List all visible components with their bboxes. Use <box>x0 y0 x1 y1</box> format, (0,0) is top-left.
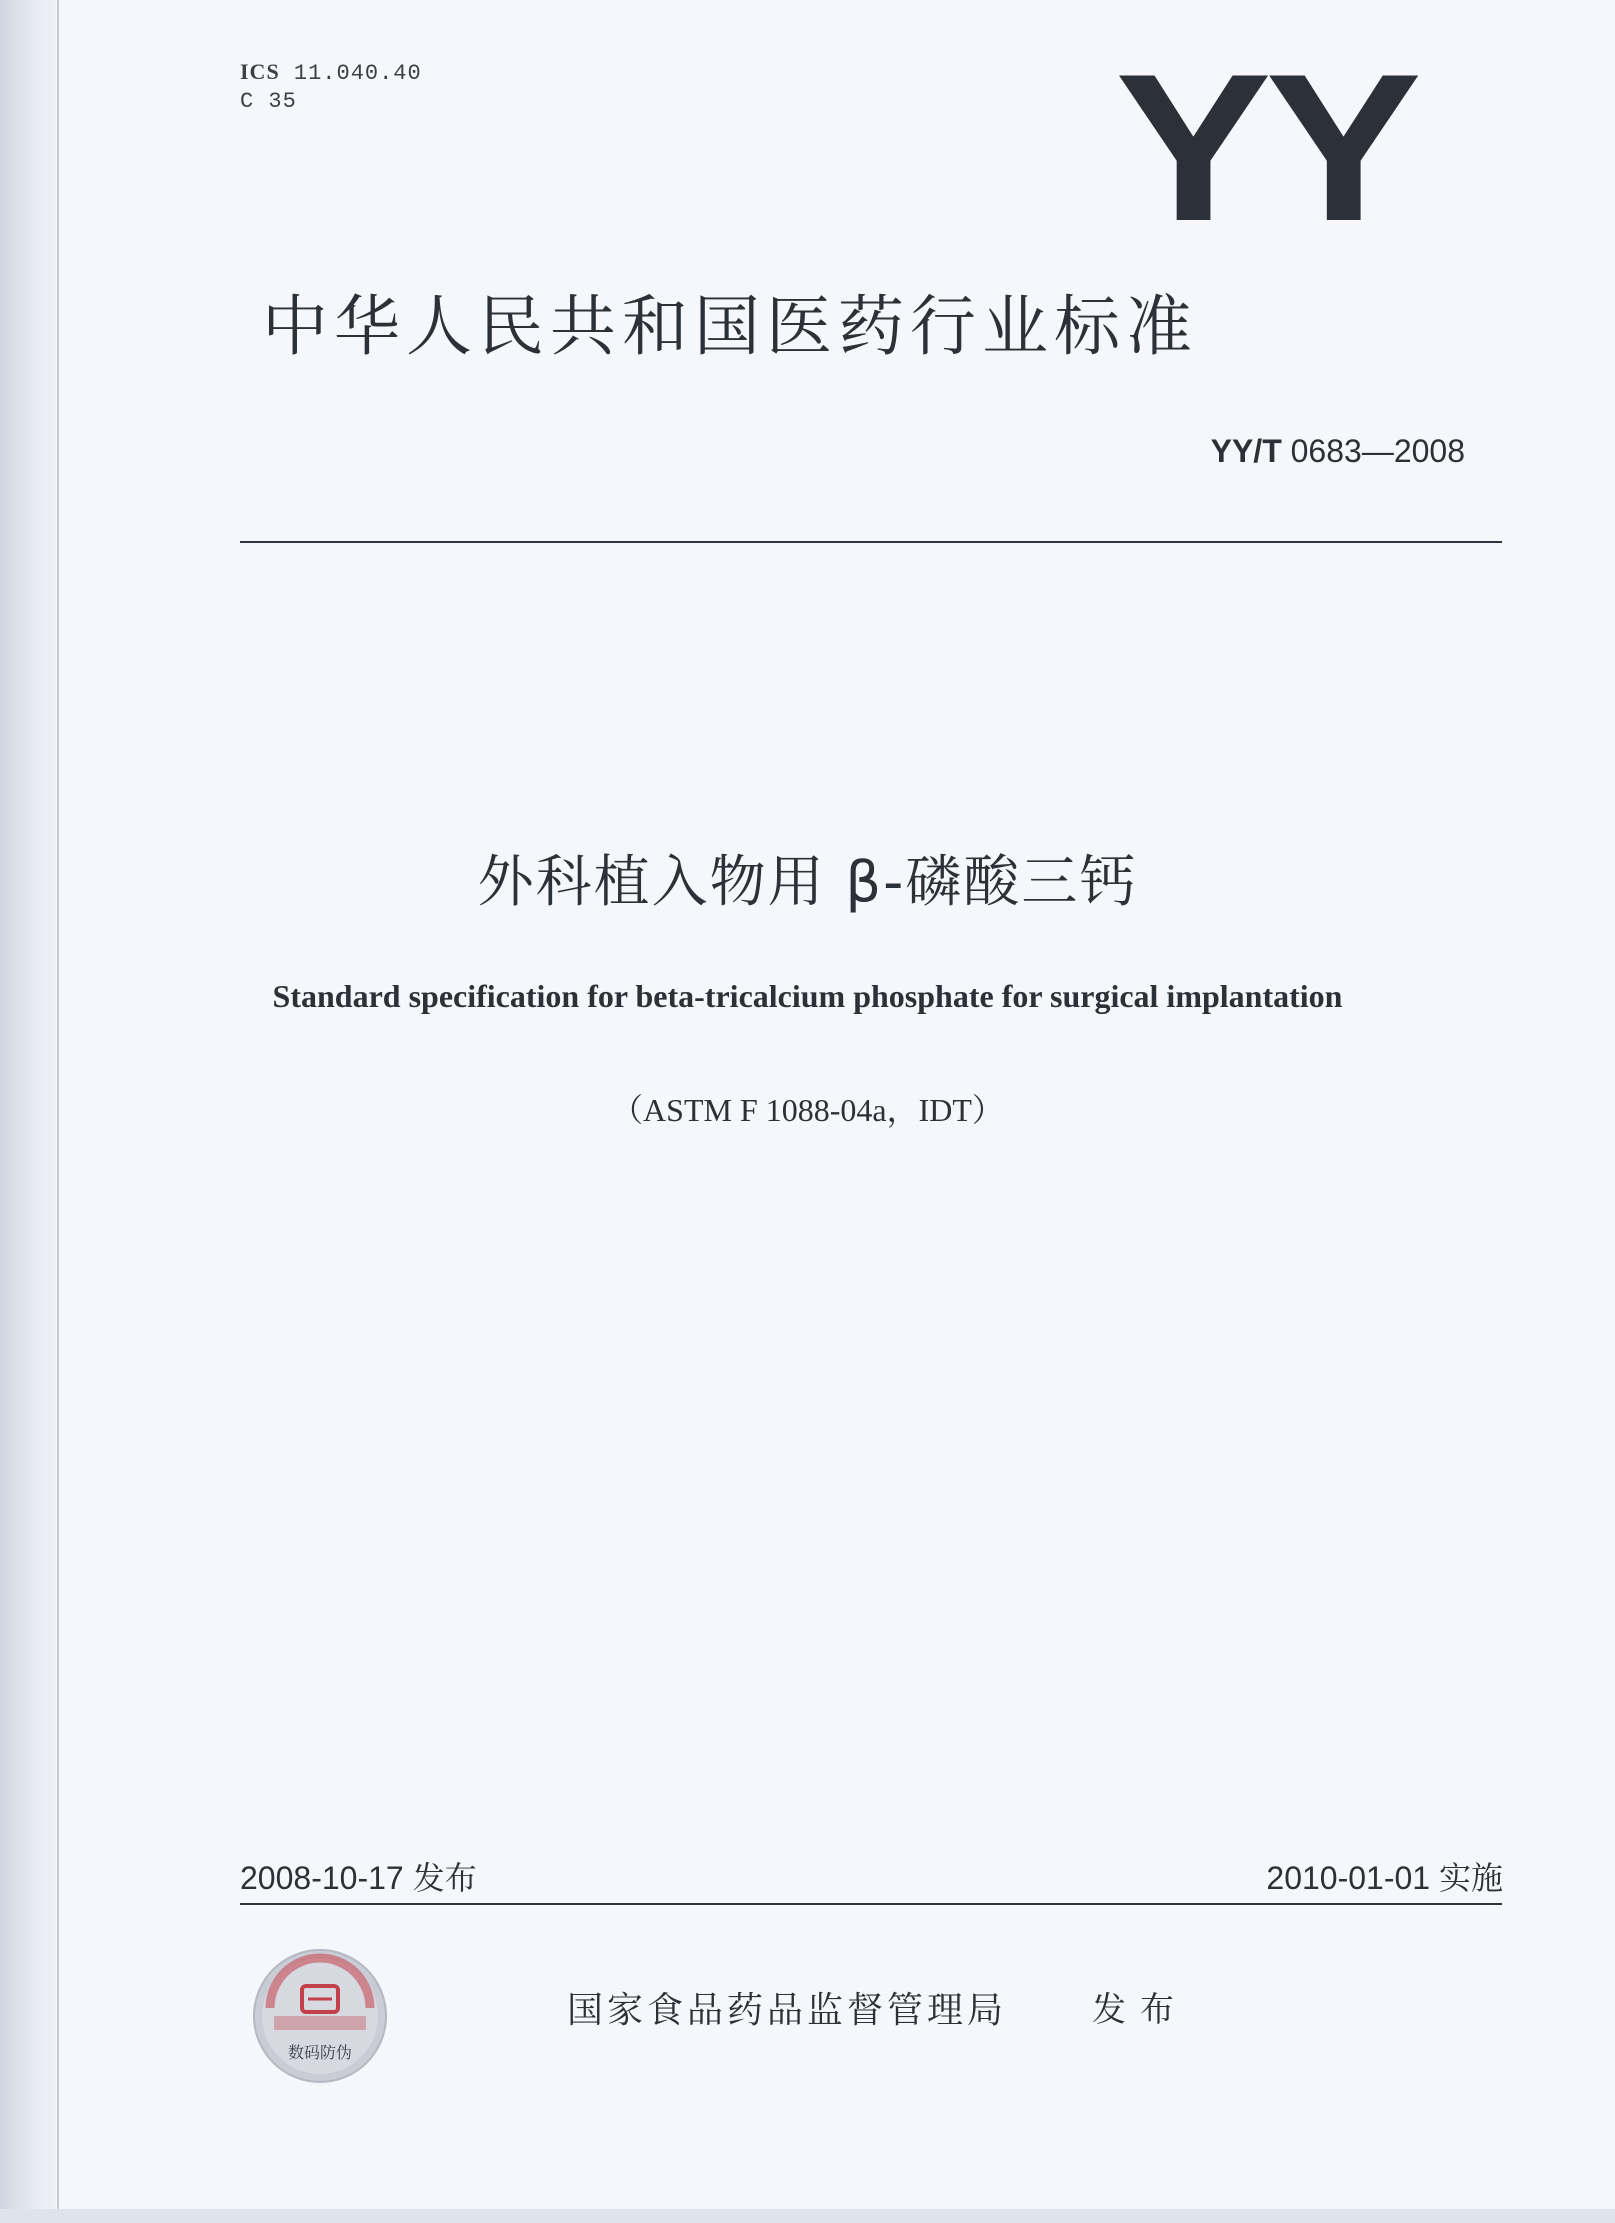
ics-prefix: ICS <box>240 59 280 84</box>
adoption-note: （ASTM F 1088-04a，IDT） <box>611 1092 1004 1128</box>
seal-graphic <box>252 1948 388 2084</box>
anti-counterfeit-seal <box>252 1948 388 2084</box>
chinese-title: 外科植入物用 β-磷酸三钙 <box>477 850 1138 915</box>
ics-code: 11.040.40 <box>293 61 422 86</box>
issue-date: 2008-10-17 发布 <box>240 1860 477 1896</box>
publisher-name: 国家食品药品监督管理局 <box>567 1990 1008 2031</box>
standard-number <box>1211 433 1465 470</box>
header-rule <box>240 541 1502 543</box>
seal-caption: 数码防伪 <box>287 2043 353 2062</box>
standard-code: 0683—2008 <box>1290 433 1465 469</box>
ics-line <box>240 58 422 88</box>
scan-edge <box>0 2209 1615 2223</box>
english-title: Standard specification for beta-tricalcium phosphate for surgical implantation <box>272 978 1343 1014</box>
ccs-code: C 35 <box>240 89 297 114</box>
footer-rule <box>240 1903 1502 1905</box>
standard-prefix: YY/T <box>1210 433 1282 469</box>
publish-verb: 发布 <box>1092 1990 1188 2030</box>
classification-codes <box>240 58 422 116</box>
yy-logo: YY <box>1115 30 1416 265</box>
implementation-date: 2010-01-01 实施 <box>1266 1860 1503 1896</box>
standard-category: 中华人民共和国医药行业标准 <box>262 288 1198 365</box>
